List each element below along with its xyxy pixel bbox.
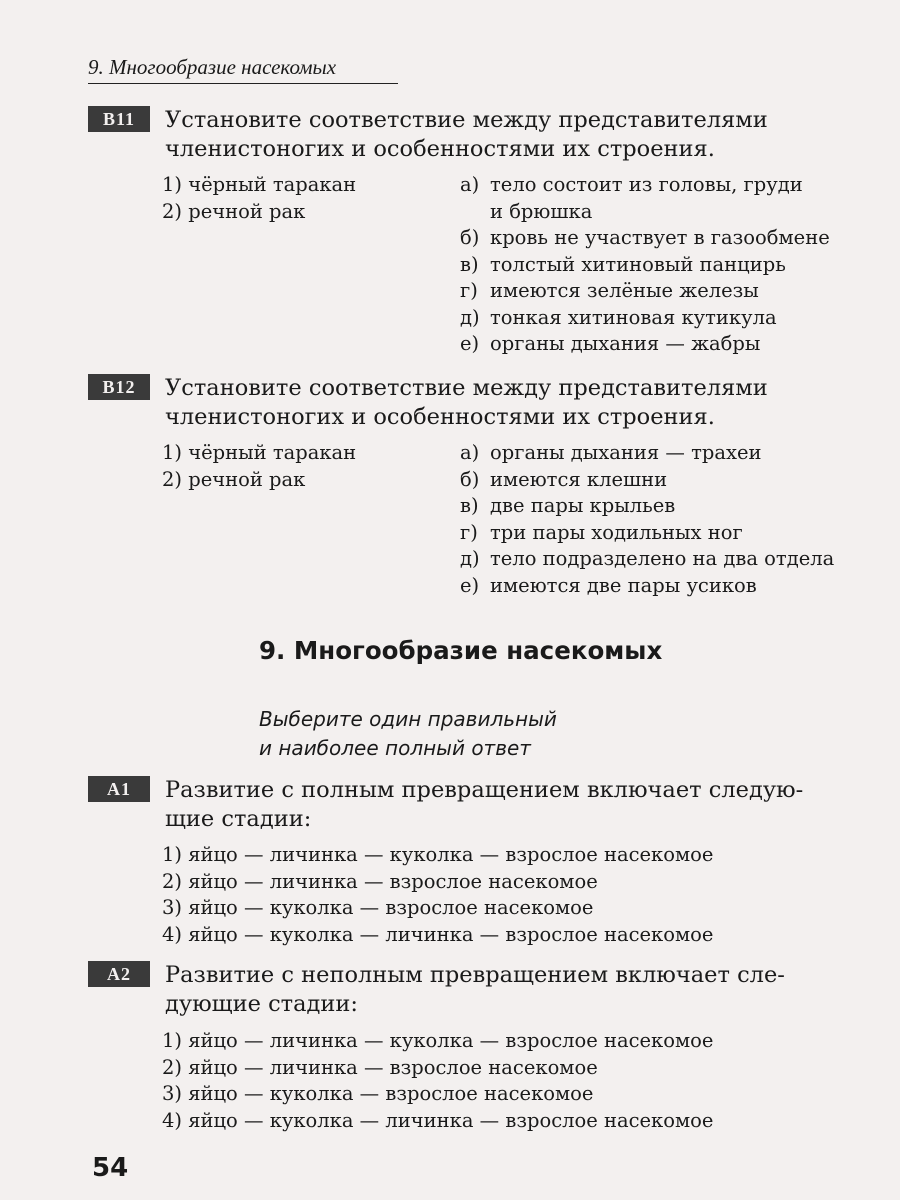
b11-left-item: 2) речной рак	[162, 199, 306, 223]
b11-question-line2: членистоногих и особенностями их строения.	[165, 136, 715, 162]
a2-option: 3) яйцо — куколка — взрослое насекомое	[162, 1082, 594, 1105]
b11-right-item: в) толстый хитиновый панцирь	[460, 252, 786, 276]
b11-right-column	[460, 172, 830, 358]
b12-left-item: 1) чёрный таракан	[162, 441, 357, 464]
b11-right-item: б) кровь не участвует в газообмене	[460, 226, 830, 249]
b12-right-item: б) имеются клешни	[460, 467, 668, 491]
b11-right-item: и брюшка	[490, 199, 593, 223]
b12-question-line1: Установите соответствие между представителями	[165, 375, 768, 401]
b11-left-column	[162, 172, 356, 225]
b12-right-item: г) три пары ходильных ног	[460, 520, 743, 544]
b12-right-item: а) органы дыхания — трахеи	[460, 441, 762, 464]
b11-badge: В11	[88, 106, 150, 132]
b12-right-column	[460, 440, 834, 599]
b11-right-item: д) тонкая хитиновая кутикула	[460, 305, 777, 329]
instruction-line1: Выберите один правильный	[259, 707, 557, 731]
b11-right-item: а) тело состоит из головы, груди	[460, 173, 803, 196]
section-title: 9. Многообразие насекомых	[259, 636, 663, 665]
a1-option: 2) яйцо — личинка — взрослое насекомое	[162, 869, 598, 893]
b12-badge: В12	[88, 374, 150, 400]
a2-options	[162, 1028, 713, 1134]
a2-badge: А2	[88, 961, 150, 987]
b12-right-item: е) имеются две пары усиков	[460, 573, 757, 597]
b12-question-line2: членистоногих и особенностями их строения.	[165, 404, 715, 430]
a1-question-line1: Развитие с полным превращением включает следую-	[165, 777, 804, 803]
a1-badge: А1	[88, 776, 150, 802]
b11-question-line1: Установите соответствие между представителями	[165, 107, 768, 133]
b12-right-item: в) две пары крыльев	[460, 494, 676, 517]
b11-right-item: г) имеются зелёные железы	[460, 279, 759, 302]
a1-option: 4) яйцо — куколка — личинка — взрослое насекомое	[162, 922, 714, 946]
a2-option: 4) яйцо — куколка — личинка — взрослое насекомое	[162, 1108, 714, 1132]
a2-question-line1: Развитие с неполным превращением включает сле-	[165, 962, 785, 988]
a2-option: 2) яйцо — личинка — взрослое насекомое	[162, 1055, 598, 1079]
a1-question-line2: щие стадии:	[165, 806, 312, 832]
b12-left-column	[162, 440, 356, 493]
running-head: 9. Многообразие насекомых	[88, 55, 398, 84]
b12-right-item: д) тело подразделено на два отдела	[460, 547, 835, 570]
b12-left-item: 2) речной рак	[162, 467, 306, 491]
instruction-line2: и наиболее полный ответ	[259, 736, 531, 760]
a1-option: 3) яйцо — куколка — взрослое насекомое	[162, 896, 594, 919]
a2-question-line2: дующие стадии:	[165, 991, 358, 1017]
a1-option: 1) яйцо — личинка — куколка — взрослое насекомое	[162, 843, 714, 866]
a2-question	[165, 961, 785, 1019]
a2-option: 1) яйцо — личинка — куколка — взрослое насекомое	[162, 1029, 714, 1052]
b11-right-item: е) органы дыхания — жабры	[460, 332, 761, 355]
page-number: 54	[92, 1153, 129, 1183]
b11-question	[165, 106, 768, 164]
a1-question	[165, 776, 803, 834]
a1-options	[162, 842, 713, 948]
b11-left-item: 1) чёрный таракан	[162, 173, 357, 196]
b12-question	[165, 374, 768, 432]
instruction	[259, 705, 557, 763]
